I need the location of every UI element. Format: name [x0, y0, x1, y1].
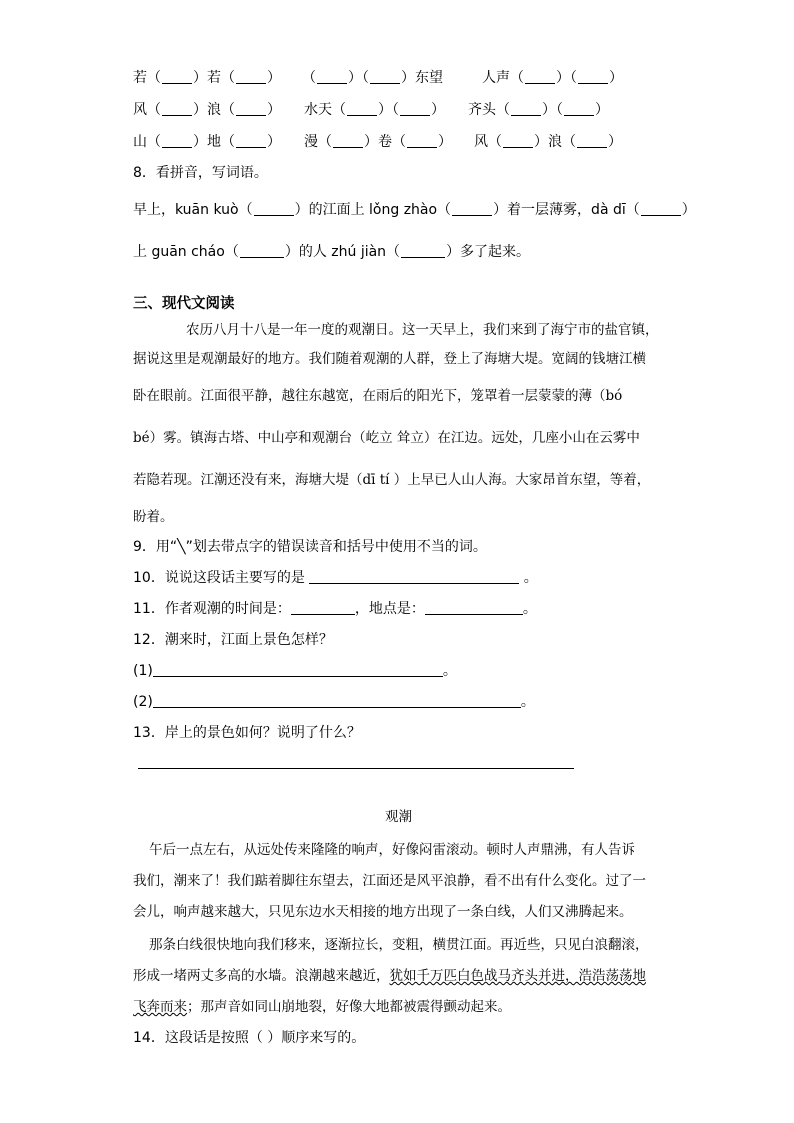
- passage-line: 若隐若现。江潮还没有来，海塘大堤（dī tí ）上早已人山人海。大家昂首东望，等着，: [133, 472, 651, 488]
- idiom-char: 若: [207, 70, 221, 86]
- idiom-char: 山: [133, 134, 147, 150]
- idiom-1-1: 若（ ）若（ ）: [133, 70, 281, 86]
- idiom-2-2: 水天（ ）（ ）: [304, 102, 445, 118]
- idiom-2-3: 齐头（ ）（ ）: [468, 102, 609, 118]
- answer-blank[interactable]: [254, 201, 294, 216]
- answer-blank[interactable]: [162, 69, 192, 84]
- answer-blank[interactable]: [347, 101, 377, 116]
- passage-text: ；那声音如同山崩地裂，好像大地都被震得颤动起来。: [187, 999, 511, 1015]
- answer-line[interactable]: [153, 693, 521, 708]
- idiom-char: 地: [207, 134, 221, 150]
- answer-blank[interactable]: [503, 133, 533, 148]
- question-text: 。: [442, 663, 457, 679]
- passage-line: 盼着。: [133, 509, 174, 525]
- pinyin-text: ）的江面上 lǒng zhào（: [294, 202, 452, 218]
- question-text: 。: [523, 570, 538, 586]
- question-14: 14．这段话是按照（ ）顺序来写的。: [133, 1030, 366, 1046]
- question-text: (1): [133, 663, 153, 679]
- underlined-sentence: 飞奔而来: [133, 999, 187, 1015]
- answer-blank[interactable]: [236, 69, 266, 84]
- answer-line[interactable]: [153, 662, 443, 677]
- passage-line: 那条白线很快地向我们移来，逐渐拉长，变粗，横贯江面。再近些，只见白浪翻滚，: [149, 937, 649, 953]
- answer-blank[interactable]: [511, 101, 541, 116]
- answer-blank[interactable]: [577, 133, 607, 148]
- pinyin-text: 上 guān cháo（: [133, 244, 239, 260]
- passage-text: 形成一堵两丈多高的水墙。浪潮越来越近，: [133, 968, 390, 984]
- idiom-2-1: 风（ ）浪（ ）: [133, 102, 281, 118]
- section-title: 三、现代文阅读: [133, 296, 235, 312]
- answer-blank[interactable]: [236, 101, 266, 116]
- answer-blank[interactable]: [564, 101, 594, 116]
- idiom-3-1: 山（ ）地（ ）: [133, 134, 281, 150]
- answer-line[interactable]: [309, 569, 519, 584]
- idiom-row-3: [0, 131, 794, 151]
- question-10: [133, 567, 538, 587]
- idiom-char: 齐头: [468, 102, 496, 118]
- passage-line: 午后一点左右，从远处传来隆隆的响声，好像闷雷滚动。顿时人声鼎沸，有人告诉: [149, 842, 635, 858]
- answer-blank[interactable]: [452, 201, 492, 216]
- answer-blank[interactable]: [317, 69, 347, 84]
- question-12-2: [133, 691, 535, 711]
- question-text: 10．说说这段话主要写的是: [133, 570, 305, 586]
- idiom-row-2: [0, 99, 794, 119]
- idiom-char: 卷: [378, 134, 392, 150]
- idiom-1-2: （ ）（ ）东望: [302, 70, 443, 86]
- answer-blank[interactable]: [525, 69, 555, 84]
- pinyin-text: ）多了起来。: [446, 244, 531, 260]
- passage-line: [133, 995, 511, 1015]
- answer-line[interactable]: [291, 600, 355, 615]
- q8-line-2: [133, 241, 530, 261]
- idiom-char: 水天: [304, 102, 332, 118]
- question-text: 。: [522, 601, 537, 617]
- idiom-char: 人声: [482, 70, 510, 86]
- idiom-char: 风: [474, 134, 488, 150]
- idiom-char: 风: [133, 102, 147, 118]
- underlined-sentence: 犹如千万匹白色战马齐头并进，浩浩荡荡地: [389, 968, 646, 984]
- passage-line: [133, 964, 646, 984]
- idiom-1-3: 人声（ ）（ ）: [482, 70, 623, 86]
- answer-blank[interactable]: [578, 69, 608, 84]
- idiom-3-2: 漫（ ）卷（ ）: [304, 134, 452, 150]
- idiom-3-3: 风（ ）浪（ ）: [474, 134, 622, 150]
- idiom-char: 浪: [548, 134, 562, 150]
- question-text: 11．作者观潮的时间是：: [133, 601, 291, 617]
- passage-line: 会儿，响声越来越大，只见东边水天相接的地方出现了一条白线，人们又沸腾起来。: [133, 904, 633, 920]
- answer-line[interactable]: [425, 600, 523, 615]
- question-text: (2): [133, 694, 153, 710]
- idiom-row-1: [0, 67, 794, 87]
- answer-blank[interactable]: [162, 101, 192, 116]
- passage-line: 我们，潮来了！我们踮着脚往东望去，江面还是风平浪静，看不出有什么变化。过了一: [133, 873, 646, 889]
- answer-line[interactable]: [138, 768, 574, 769]
- question-text: ，地点是：: [354, 601, 425, 617]
- answer-blank[interactable]: [240, 243, 284, 258]
- question-13: 13．岸上的景色如何？说明了什么？: [133, 725, 361, 741]
- passage-line: 农历八月十八是一年一度的观潮日。这一天早上，我们来到了海宁市的盐官镇，: [186, 322, 659, 338]
- passage-line: bé）雾。镇海古塔、中山亭和观潮台（屹立 耸立）在江边。远处，几座小山在云雾中: [133, 430, 640, 446]
- answer-blank[interactable]: [641, 201, 681, 216]
- answer-blank[interactable]: [370, 69, 400, 84]
- q8-label: 8．看拼音，写词语。: [133, 165, 268, 181]
- passage-title: 观潮: [385, 809, 412, 825]
- pinyin-text: ）的人 zhú jiàn（: [284, 244, 401, 260]
- pinyin-text: 早上，kuān kuò（: [133, 202, 253, 218]
- passage-line: 卧在眼前。江面很平静，越往东越宽，在雨后的阳光下，笼罩着一层蒙蒙的薄（bó: [133, 388, 623, 404]
- question-12: 12．潮来时，江面上景色怎样？: [133, 632, 333, 648]
- passage-line: 据说这里是观潮最好的地方。我们随着观潮的人群，登上了海塘大堤。宽阔的钱塘江横: [133, 351, 646, 367]
- idiom-char: 漫: [304, 134, 318, 150]
- pinyin-text: ）: [681, 202, 696, 218]
- answer-blank[interactable]: [401, 243, 445, 258]
- answer-blank[interactable]: [407, 133, 437, 148]
- question-12-1: [133, 660, 457, 680]
- answer-blank[interactable]: [162, 133, 192, 148]
- question-9: 9．用“╲”划去带点字的错误读音和括号中使用不当的词。: [133, 539, 487, 555]
- idiom-char: 若: [133, 70, 147, 86]
- question-text: 。: [520, 694, 535, 710]
- pinyin-text: ）着一层薄雾，dà dī（: [493, 202, 640, 218]
- answer-blank[interactable]: [236, 133, 266, 148]
- answer-blank[interactable]: [333, 133, 363, 148]
- idiom-char: 东望: [415, 70, 443, 86]
- idiom-char: 浪: [207, 102, 221, 118]
- answer-blank[interactable]: [400, 101, 430, 116]
- q8-line-1: [133, 199, 696, 219]
- question-11: [133, 598, 537, 618]
